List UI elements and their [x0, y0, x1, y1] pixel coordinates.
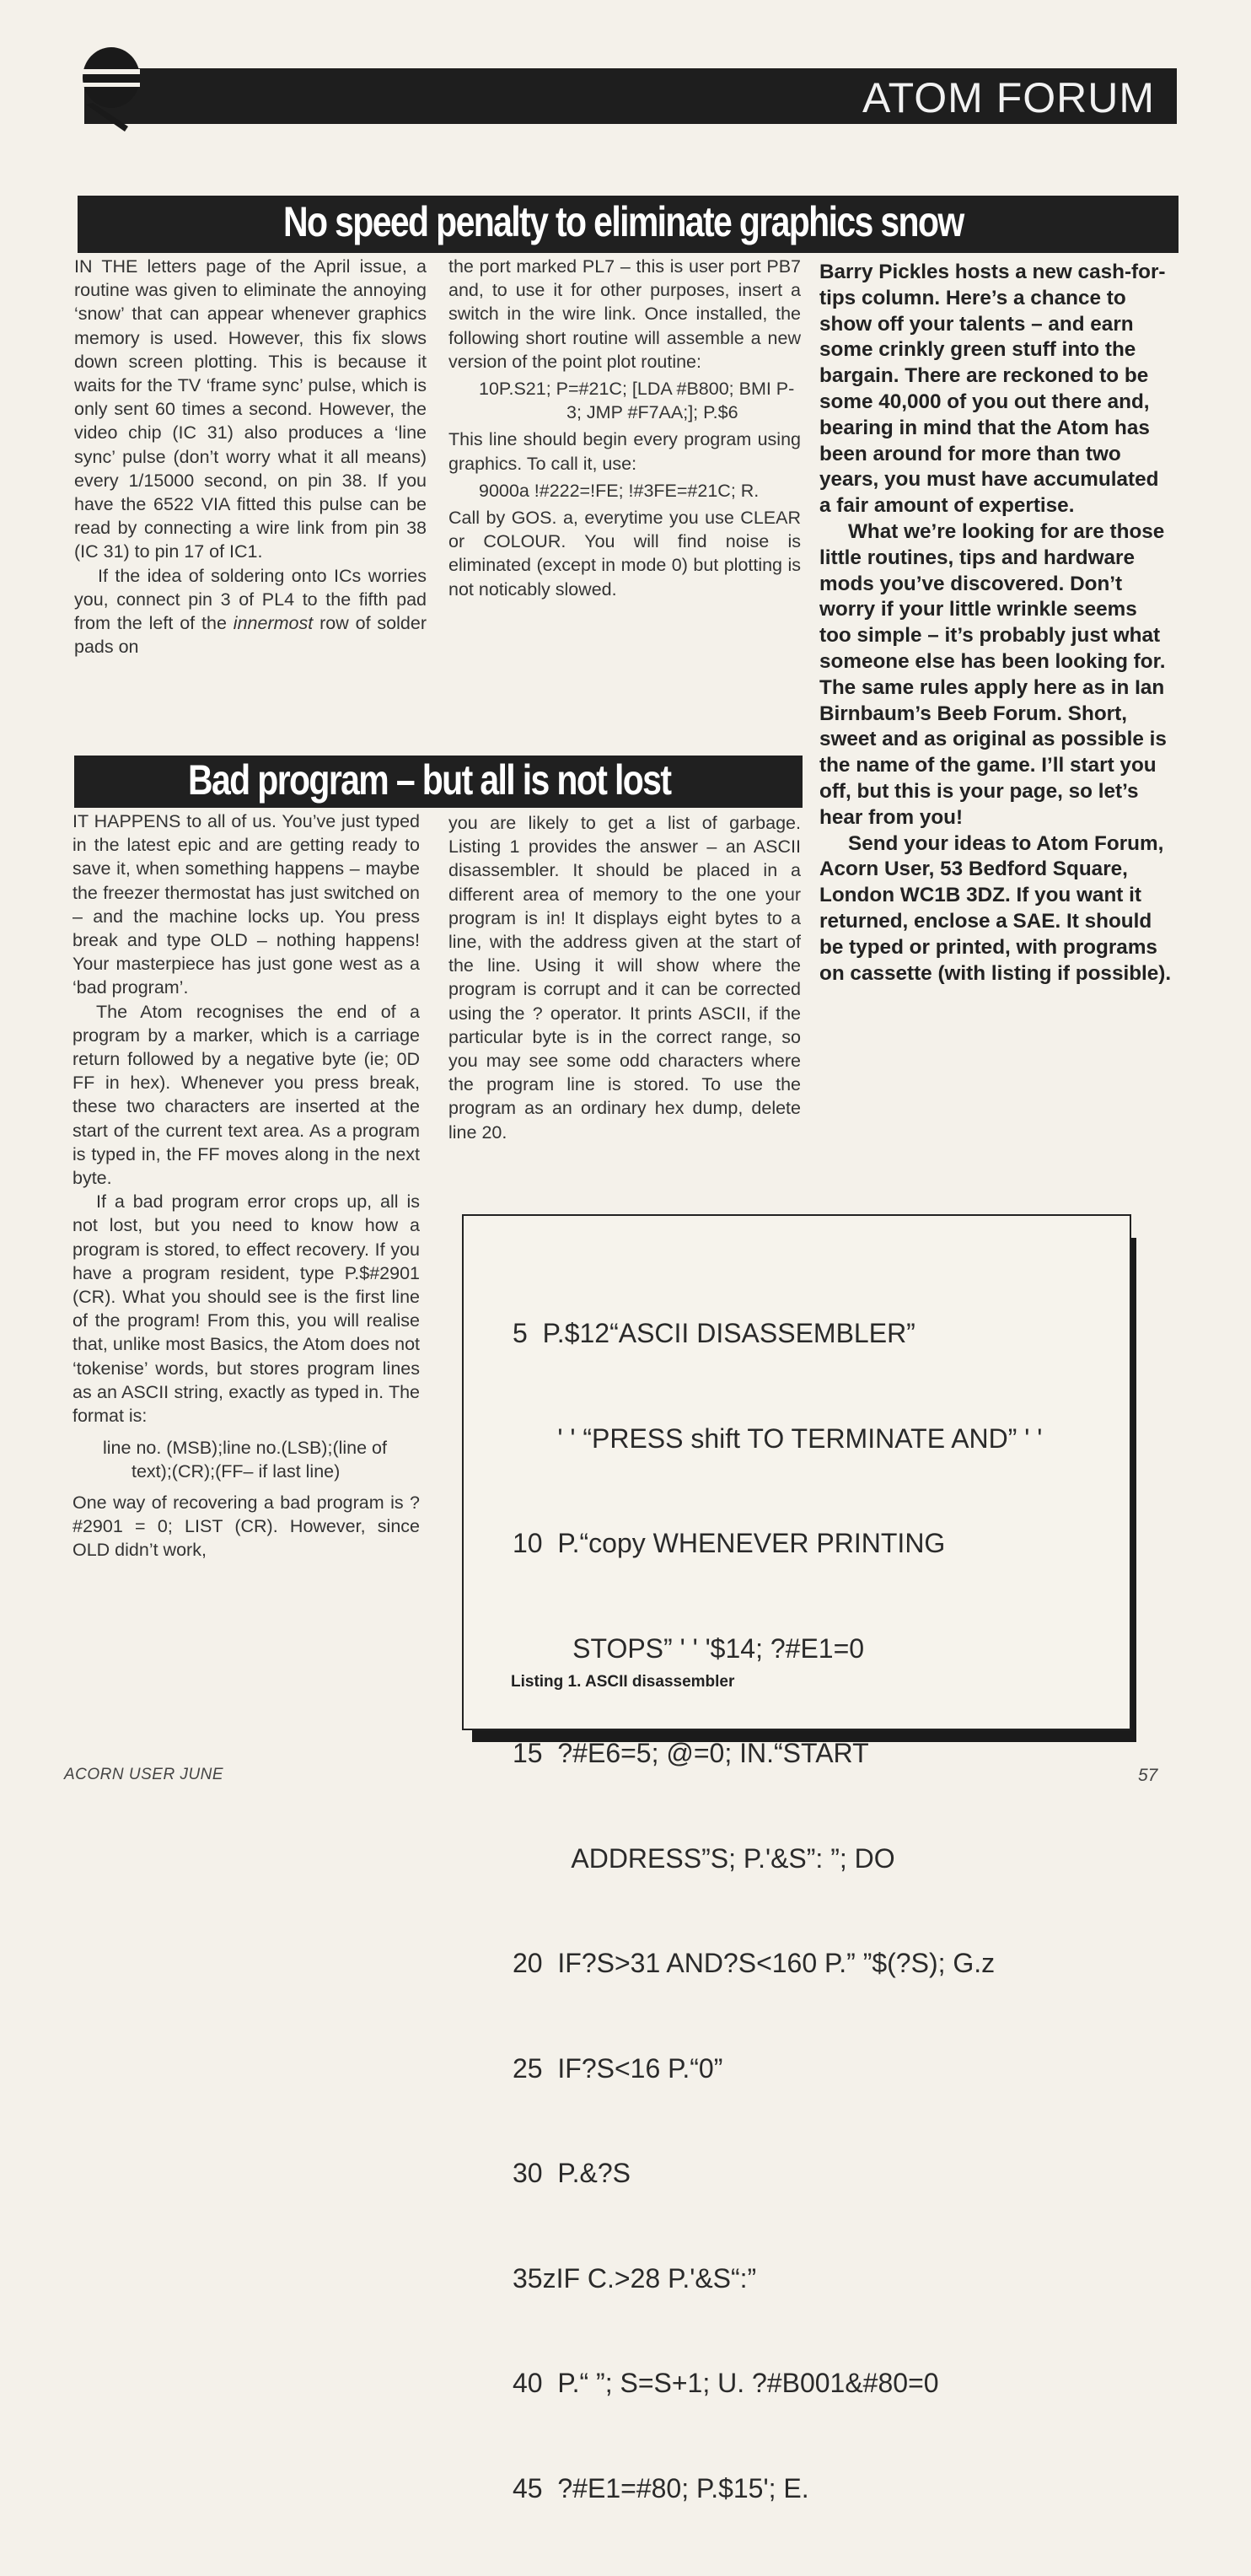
article-column	[448, 811, 801, 1144]
paragraph: The Atom recognises the end of a program by a marker, which is a carriage return followed by a negative byte (ie; 0D FF in hex). Whenever you press break, these two characters are inserted at the start of the current text area. As a program is typed in, the FF moves along in the next byte.	[72, 1001, 420, 1189]
listing-line: 10 P.“copy WHENEVER PRINTING	[513, 1528, 946, 1558]
code-listing	[513, 1246, 1042, 2576]
section-title: ATOM FORUM	[862, 74, 1155, 121]
atom-logo-icon	[78, 44, 145, 138]
listing-line: 20 IF?S>31 AND?S<160 P.” ”$(?S); G.z	[513, 1948, 996, 1978]
paragraph: IN THE letters page of the April issue, a routine was given to eliminate the annoying ‘snow’ that can appear whenever graphics memory is used. However, this fix slows down screen plotting. This is because it waits for the TV ‘frame sync’ pulse, which is only sent 60 times a second. However, the video chip (IC 31) also produces a ‘line sync’ pulse (don’t worry what it all means) every 1/15000 second, on pin 38. If you have the 6522 VIA fitted this pulse can be read by connecting a wire link from pin 38 (IC 31) to pin 17 of IC1.	[74, 256, 427, 562]
code-listing-box	[462, 1214, 1131, 2503]
listing-line: ' ' “PRESS shift TO TERMINATE AND” ' '	[513, 1422, 1043, 1454]
paragraph: If a bad program error crops up, all is not lost, but you need to know how a program is stored, to effect recovery. If you have a program resident, type P.$#2901 (CR). What you should see is the first line of the program! From this, you will realise that, unlike most Basics, the Atom does not ‘tokenise’ words, but stores program lines as an ASCII string, exactly as typed in. The format is:	[72, 1191, 420, 1427]
article-headline: No speed penalty to eliminate graphics snow	[283, 198, 964, 245]
paragraph: you are likely to get a list of garbage. Listing 1 provides the answer – an ASCII disassembler. It should be placed in a different area of memory to the one your program is in! It displays eight bytes to a line, with the address given at the start of the line. Using it will show where the program is corrupt and it can be corrected using the ? operator. It prints ASCII, if the particular byte is in the correct range, so you may see some odd characters where the program line is stored. To use the program as an ordinary hex dump, delete line 20.	[448, 813, 801, 1143]
listing-line: 45 ?#E1=#80; P.$15'; E.	[513, 2472, 809, 2503]
listing-line: ADDRESS”S; P.'&S”: ”; DO	[513, 1842, 895, 1874]
paragraph: the port marked PL7 – this is user port PB7 and, to use it for other purposes, insert a switch in the wire link. Once installed, the following short routine will assemble a new version of the point plot routine:	[448, 256, 801, 372]
paragraph: This line should begin every program using graphics. To call it, use:	[448, 429, 801, 474]
listing-line: 15 ?#E6=5; @=0; IN.“START	[513, 1738, 869, 1768]
listing-line: 30 P.&?S	[513, 2158, 631, 2188]
format-line: line no. (MSB);line no.(LSB);(line of text);(CR);(FF– if last line)	[103, 1438, 387, 1482]
article-headline-bar	[74, 756, 803, 808]
listing-line: 40 P.“ ”; S=S+1; U. ?#B001&#80=0	[513, 2368, 939, 2398]
section-header-bar	[84, 68, 1177, 124]
paragraph: Call by GOS. a, everytime you use CLEAR or COLOUR. You will find noise is eliminated (except in mode 0) but plotting is not noticably slowed.	[448, 508, 801, 600]
emphasis: innermost	[233, 613, 314, 634]
article-headline-bar	[78, 196, 1179, 253]
listing-line: STOPS” ' ' '$14; ?#E1=0	[513, 1632, 865, 1664]
sidebar-column	[819, 260, 1173, 987]
article-headline: Bad program – but all is not lost	[188, 756, 671, 804]
paragraph: One way of recovering a bad program is ?#2901 = 0; LIST (CR). However, since OLD didn’t work,	[72, 1492, 420, 1561]
sidebar-paragraph: Send your ideas to Atom Forum, Acorn User, 53 Bedford Square, London WC1B 3DZ. If you want it returned, enclose a SAE. It should be typed or printed, with programs on cassette (with listing if possible).	[819, 831, 1172, 985]
emphasis: Beeb Forum	[937, 702, 1057, 725]
footer-publication: ACORN USER JUNE	[64, 1766, 224, 1783]
page-number: 57	[1138, 1766, 1158, 1785]
article-column	[448, 255, 801, 601]
article-column	[72, 809, 420, 1562]
sidebar-paragraph: What we’re looking for are those little routines, tips and hardware mods you’ve discovered. Don’t worry if your little wrinkle seems too simple – it’s probably just what someone else has been looking for. The same rules apply here as in Ian Birnbaum’s Beeb Forum. Short, sweet and as original as possible is the name of the game. I’ll start you off, but this is your page, so let’s hear from you!	[819, 519, 1167, 829]
article-column	[74, 255, 427, 659]
listing-line: 5 P.$12“ASCII DISASSEMBLER”	[513, 1318, 915, 1348]
listing-line: 35zIF C.>28 P.'&S“:”	[513, 2262, 757, 2294]
code-line: 10P.S21; P=#21C; [LDA #B800; BMI P-3; JMP #F7AA;]; P.$6	[479, 379, 795, 423]
code-line: 9000a !#222=!FE; !#3FE=#21C; R.	[479, 480, 760, 501]
paragraph: IT HAPPENS to all of us. You’ve just typed in the latest epic and are getting ready to save it, when something happens – maybe the freezer thermostat has just switched on – and the machine locks up. You press break and type OLD – nothing happens! Your masterpiece has just gone west as a ‘bad program’.	[72, 811, 420, 998]
emphasis: your	[959, 779, 1004, 803]
sidebar-intro: Barry Pickles hosts a new cash-for-tips column. Here’s a chance to show off your talents – and earn some crinkly green stuff into the bargain. There are reckoned to be some 40,000 of you out there and, bearing in mind that the Atom has been around for more than two years, you must have accumulated a fair amount of expertise.	[819, 261, 1166, 518]
paragraph: If the idea of soldering onto ICs worries you, connect pin 3 of PL4 to the fifth pad from the left of the innermost row of solder pads on	[74, 565, 427, 658]
listing-line: 25 IF?S<16 P.“0”	[513, 2052, 723, 2084]
listing-caption: Listing 1. ASCII disassembler	[511, 1673, 735, 1691]
